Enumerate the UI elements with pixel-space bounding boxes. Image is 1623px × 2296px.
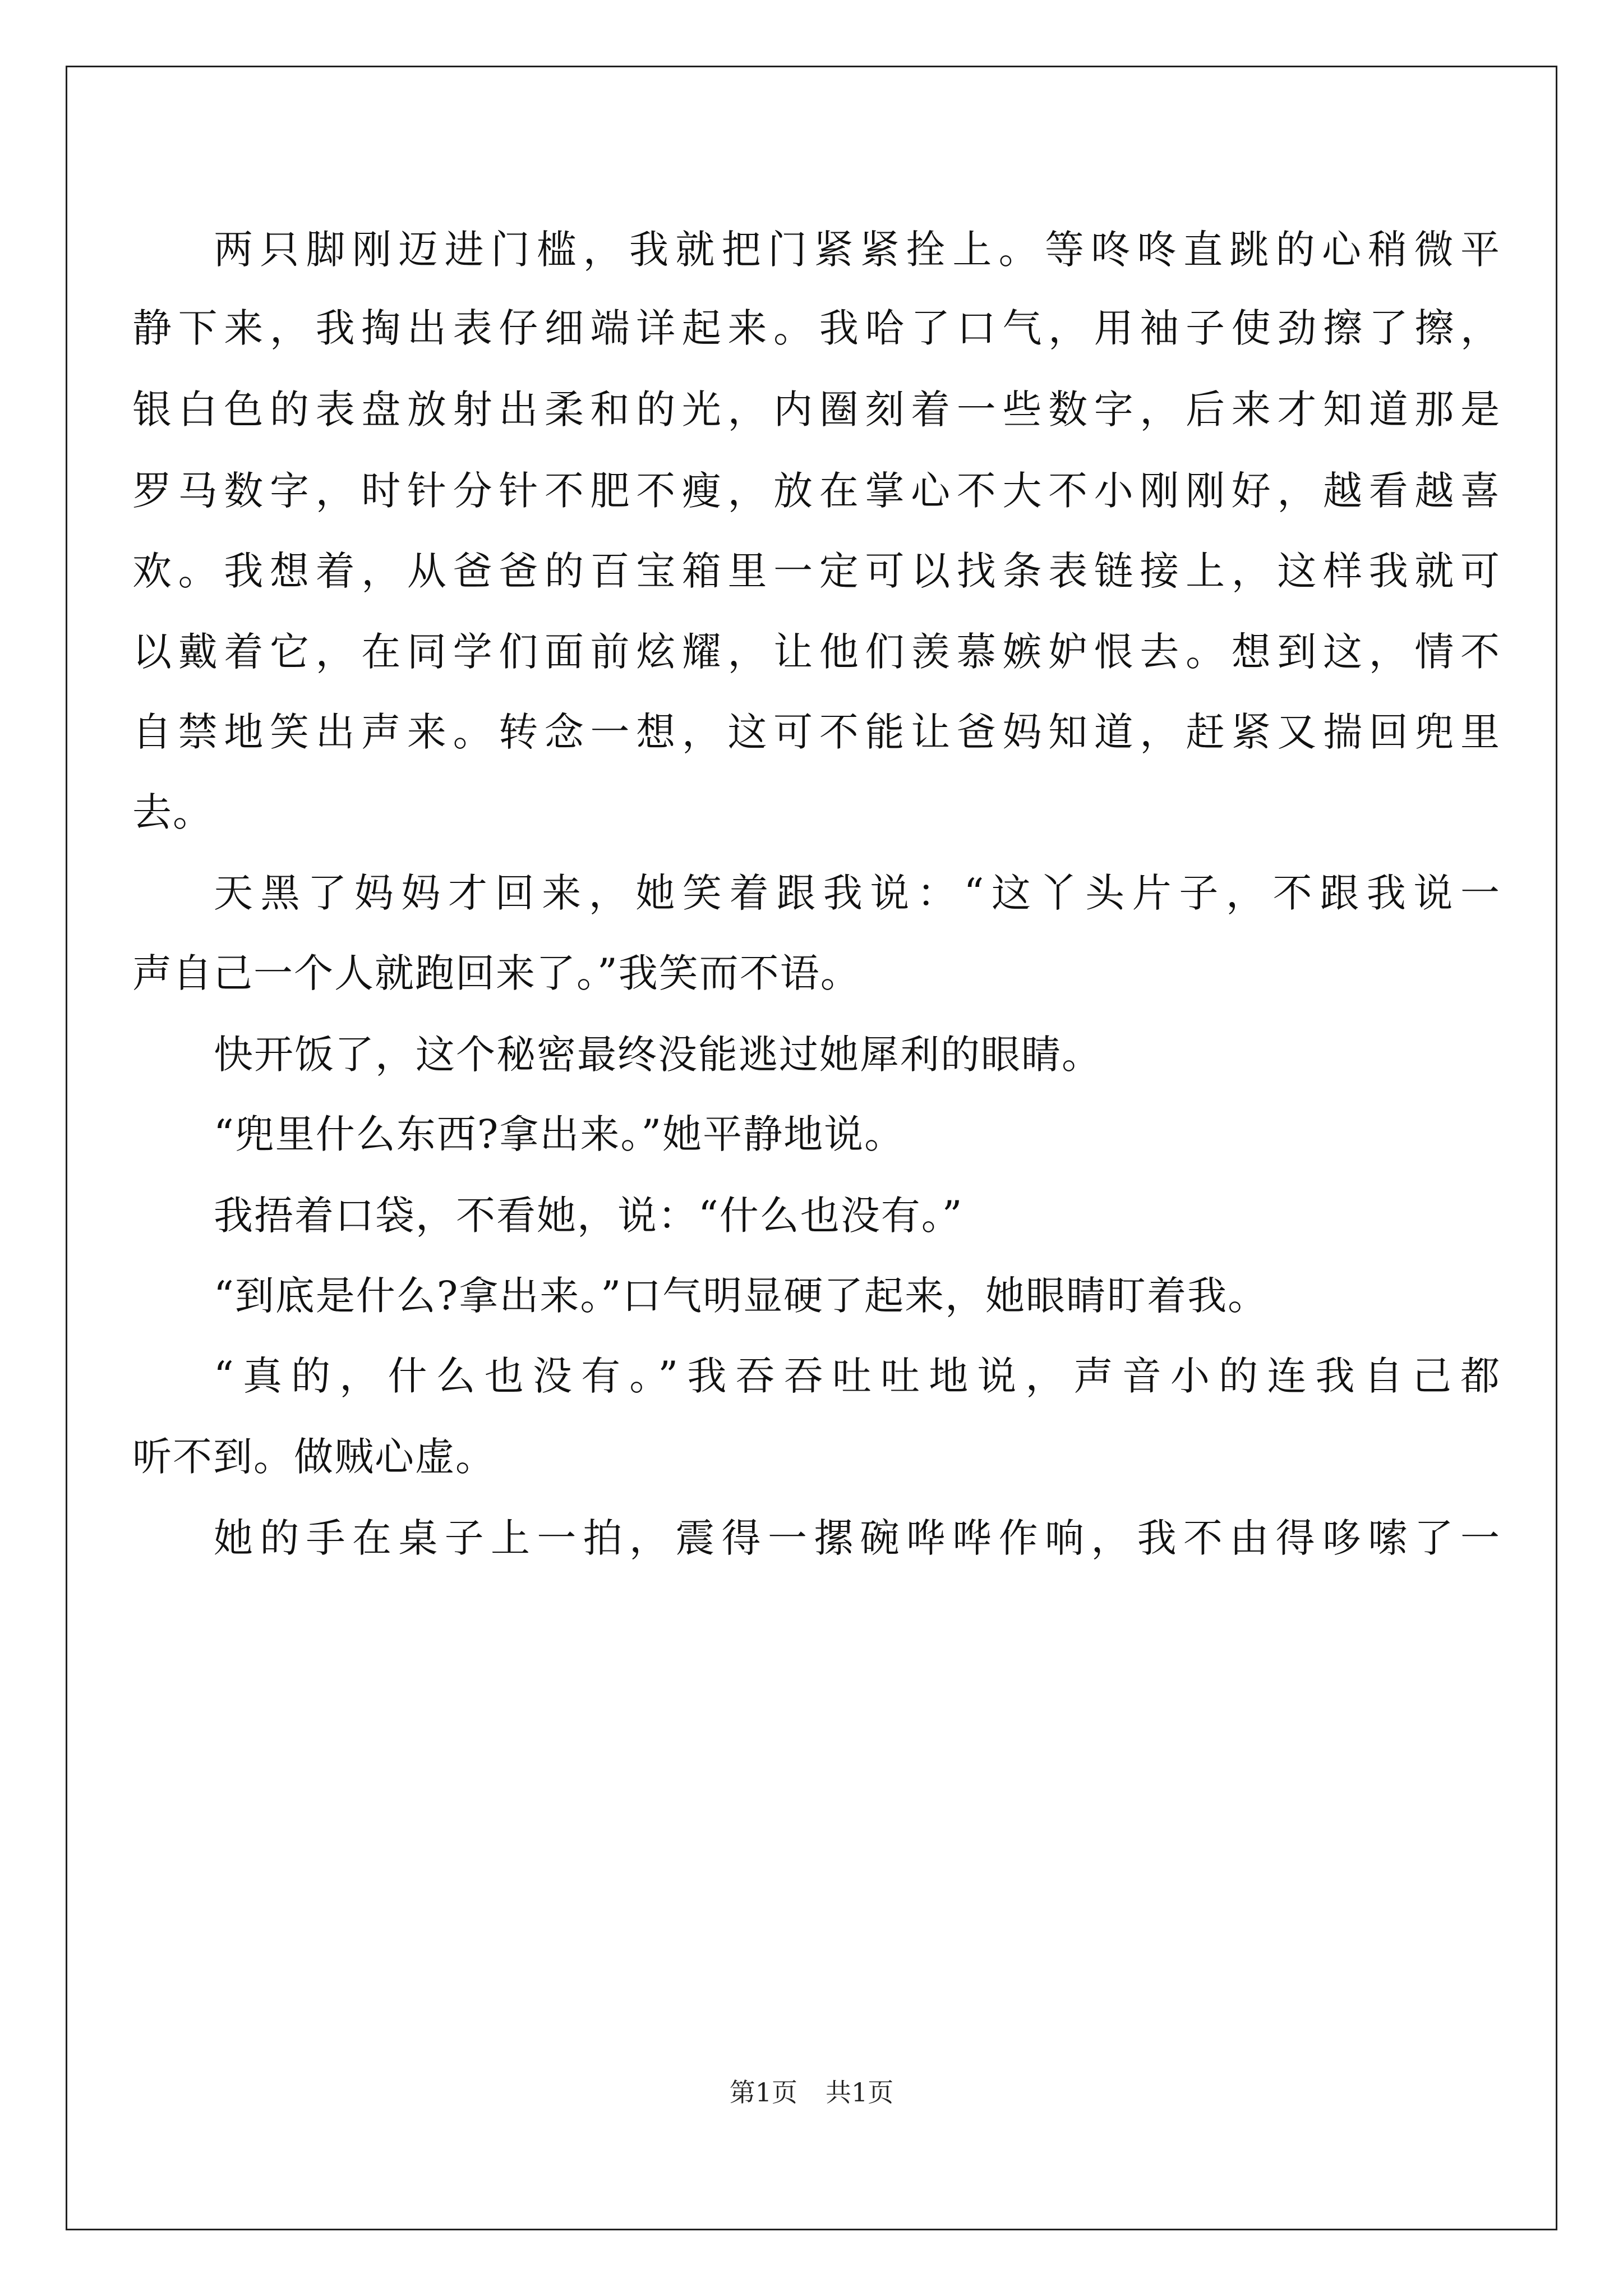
text-line: “真的，什么也没有。”我吞吞吐吐地说，声音小的连我自己都	[214, 1353, 1501, 1399]
text-line: 银白色的表盘放射出柔和的光，内圈刻着一些数字，后来才知道那是	[132, 386, 1501, 432]
page-footer	[0, 2076, 1623, 2109]
text-line: “到底是什么?拿出来。”口气明显硬了起来，她眼睛盯着我。	[214, 1273, 1269, 1319]
text-line: 以戴着它，在同学们面前炫耀，让他们羡慕嫉妒恨去。想到这，情不	[132, 629, 1501, 675]
text-line: 静下来，我掏出表仔细端详起来。我哈了口气，用袖子使劲擦了擦，	[132, 305, 1501, 351]
page-total: 共1页	[826, 2077, 894, 2108]
text-line: 声自己一个人就跑回来了。”我笑而不语。	[132, 950, 861, 996]
text-line: 我捂着口袋，不看她，说：“什么也没有。”	[214, 1193, 963, 1239]
text-line: 快开饭了，这个秘密最终没能逃过她犀利的眼睛。	[214, 1032, 1102, 1078]
text-line: 两只脚刚迈进门槛，我就把门紧紧拴上。等咚咚直跳的心稍微平	[214, 227, 1501, 273]
text-line: 欢。我想着，从爸爸的百宝箱里一定可以找条表链接上，这样我就可	[132, 548, 1501, 594]
text-line: 自禁地笑出声来。转念一想，这可不能让爸妈知道，赶紧又揣回兜里	[132, 709, 1501, 755]
text-line: 天黑了妈妈才回来，她笑着跟我说：“这丫头片子，不跟我说一	[214, 870, 1501, 916]
text-line: 听不到。做贼心虚。	[132, 1434, 496, 1480]
text-line: “兜里什么东西?拿出来。”她平静地说。	[214, 1111, 905, 1157]
text-line: 罗马数字，时针分针不肥不瘦，放在掌心不大不小刚刚好，越看越喜	[132, 468, 1501, 514]
text-line: 她的手在桌子上一拍，震得一摞碗哗哗作响，我不由得哆嗦了一	[214, 1515, 1501, 1561]
text-line: 去。	[132, 789, 213, 835]
page-number: 第1页	[729, 2077, 797, 2108]
